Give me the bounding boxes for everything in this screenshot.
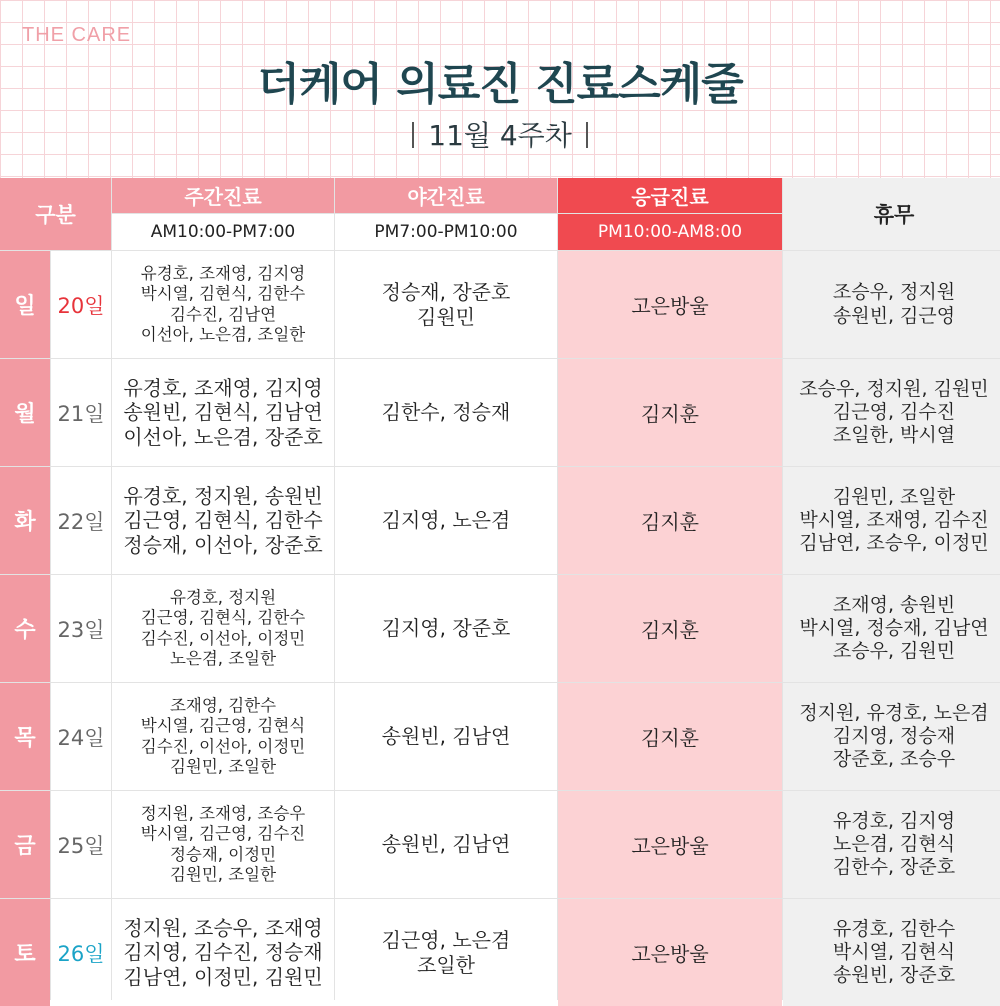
emergency-shift-staff: 고은방울 — [558, 899, 782, 1006]
day-shift-staff — [112, 359, 334, 466]
night-shift-staff — [335, 359, 557, 466]
staff-line: 정지원, 조재영, 조승우 — [140, 804, 306, 824]
staff-line: 조승우, 정지원 — [832, 281, 956, 304]
staff-line: 유경호, 조재영, 김지영 — [140, 264, 306, 284]
staff-line: 박시열, 김현식, 김한수 — [140, 284, 306, 304]
staff-line: 송원빈, 김현식, 김남연 — [123, 400, 323, 425]
staff-line: 유경호, 김한수 — [832, 917, 956, 940]
day-shift-staff — [112, 251, 334, 358]
staff-line: 송원빈, 김남연 — [381, 724, 511, 749]
staff-line: 유경호, 정지원 — [169, 588, 277, 608]
brand-logo-text: THE CARE — [22, 24, 132, 46]
staff-line: 김수진, 김남연 — [169, 304, 277, 324]
staff-line: 송원빈, 김근영 — [832, 304, 956, 327]
page-subtitle — [0, 114, 1000, 154]
staff-line: 김원민, 조일한 — [169, 756, 277, 776]
staff-line: 김근영, 김현식, 김한수 — [140, 608, 306, 628]
staff-line: 김남연, 조승우, 이정민 — [799, 532, 989, 555]
header-gubun: 구분 — [0, 178, 111, 250]
staff-line: 김근영, 노은겸 — [381, 928, 511, 953]
staff-line: 김남연, 이정민, 김원민 — [123, 964, 323, 989]
staff-line: 정승재, 이정민 — [169, 844, 277, 864]
day-of-week: 수 — [0, 575, 50, 682]
header-night-time: PM7:00-PM10:00 — [335, 214, 557, 250]
day-shift-staff — [112, 899, 334, 1006]
day-of-week: 목 — [0, 683, 50, 790]
header-day-time: AM10:00-PM7:00 — [112, 214, 334, 250]
staff-line: 김한수, 정승재 — [381, 400, 511, 425]
emergency-shift-staff: 김지훈 — [558, 683, 782, 790]
subtitle-divider-left — [412, 122, 414, 148]
staff-line: 조승우, 정지원, 김원민 — [799, 377, 989, 400]
night-shift-staff — [335, 251, 557, 358]
rest-staff — [783, 251, 1000, 358]
subtitle-divider-right — [586, 122, 588, 148]
staff-line: 김근영, 김현식, 김한수 — [123, 508, 323, 533]
night-shift-staff — [335, 899, 557, 1006]
staff-line: 이선아, 노은겸, 장준호 — [123, 424, 323, 449]
staff-line: 조재영, 송원빈 — [832, 593, 956, 616]
staff-line: 조승우, 김원민 — [832, 640, 956, 663]
emergency-shift-staff: 고은방울 — [558, 251, 782, 358]
day-of-week: 금 — [0, 791, 50, 898]
emergency-shift-staff: 고은방울 — [558, 791, 782, 898]
emergency-shift-staff: 김지훈 — [558, 575, 782, 682]
staff-line: 송원빈, 장준호 — [832, 964, 956, 987]
date-label: 25일 — [51, 791, 111, 898]
date-label: 24일 — [51, 683, 111, 790]
staff-line: 박시열, 김근영, 김현식 — [140, 716, 306, 736]
schedule-table — [0, 178, 1000, 1000]
date-label: 23일 — [51, 575, 111, 682]
week-label: 11월 4주차 — [428, 119, 572, 152]
staff-line: 김원민, 조일한 — [832, 485, 956, 508]
staff-line: 유경호, 정지원, 송원빈 — [123, 483, 323, 508]
staff-line: 유경호, 김지영 — [832, 809, 956, 832]
date-label: 22일 — [51, 467, 111, 574]
staff-line: 조재영, 김한수 — [169, 696, 277, 716]
rest-staff — [783, 359, 1000, 466]
rest-staff — [783, 899, 1000, 1006]
staff-line: 정지원, 유경호, 노은겸 — [799, 701, 989, 724]
day-of-week: 월 — [0, 359, 50, 466]
date-label: 26일 — [51, 899, 111, 1006]
date-label: 21일 — [51, 359, 111, 466]
night-shift-staff — [335, 575, 557, 682]
staff-line: 조일한, 박시열 — [832, 424, 956, 447]
header-emergency: 응급진료 — [558, 178, 782, 213]
day-of-week: 화 — [0, 467, 50, 574]
staff-line: 정승재, 장준호 — [381, 280, 511, 305]
staff-line: 김지영, 정승재 — [832, 724, 956, 747]
staff-line: 박시열, 조재영, 김수진 — [799, 508, 989, 531]
date-label: 20일 — [51, 251, 111, 358]
staff-line: 정승재, 이선아, 장준호 — [123, 532, 323, 557]
staff-line: 정지원, 조승우, 조재영 — [123, 915, 323, 940]
night-shift-staff — [335, 683, 557, 790]
rest-staff — [783, 683, 1000, 790]
staff-line: 김수진, 이선아, 이정민 — [140, 736, 306, 756]
staff-line: 이선아, 노은겸, 조일한 — [140, 324, 306, 344]
rest-staff — [783, 467, 1000, 574]
staff-line: 박시열, 김근영, 김수진 — [140, 824, 306, 844]
staff-line: 조일한 — [417, 952, 475, 977]
header-emergency-time: PM10:00-AM8:00 — [558, 214, 782, 250]
header-rest: 휴무 — [783, 178, 1000, 250]
day-shift-staff — [112, 791, 334, 898]
day-of-week: 토 — [0, 899, 50, 1006]
day-shift-staff — [112, 683, 334, 790]
rest-staff — [783, 791, 1000, 898]
staff-line: 박시열, 김현식 — [832, 940, 956, 963]
header-night: 야간진료 — [335, 178, 557, 213]
emergency-shift-staff: 김지훈 — [558, 467, 782, 574]
staff-line: 박시열, 정승재, 김남연 — [799, 616, 989, 639]
staff-line: 장준호, 조승우 — [832, 748, 956, 771]
staff-line: 김근영, 김수진 — [832, 400, 956, 423]
staff-line: 김지영, 장준호 — [381, 616, 511, 641]
day-of-week: 일 — [0, 251, 50, 358]
emergency-shift-staff: 김지훈 — [558, 359, 782, 466]
staff-line: 송원빈, 김남연 — [381, 832, 511, 857]
staff-line: 유경호, 조재영, 김지영 — [123, 375, 323, 400]
night-shift-staff — [335, 791, 557, 898]
staff-line: 김지영, 김수진, 정승재 — [123, 940, 323, 965]
staff-line: 김수진, 이선아, 이정민 — [140, 628, 306, 648]
day-shift-staff — [112, 467, 334, 574]
staff-line: 노은겸, 조일한 — [169, 648, 277, 668]
header-day: 주간진료 — [112, 178, 334, 213]
staff-line: 김원민 — [417, 304, 475, 329]
staff-line: 김한수, 장준호 — [832, 856, 956, 879]
staff-line: 노은겸, 김현식 — [832, 832, 956, 855]
staff-line: 김원민, 조일한 — [169, 864, 277, 884]
day-shift-staff — [112, 575, 334, 682]
page-title: 더케어 의료진 진료스케줄 — [257, 59, 743, 110]
rest-staff — [783, 575, 1000, 682]
night-shift-staff — [335, 467, 557, 574]
staff-line: 김지영, 노은겸 — [381, 508, 511, 533]
